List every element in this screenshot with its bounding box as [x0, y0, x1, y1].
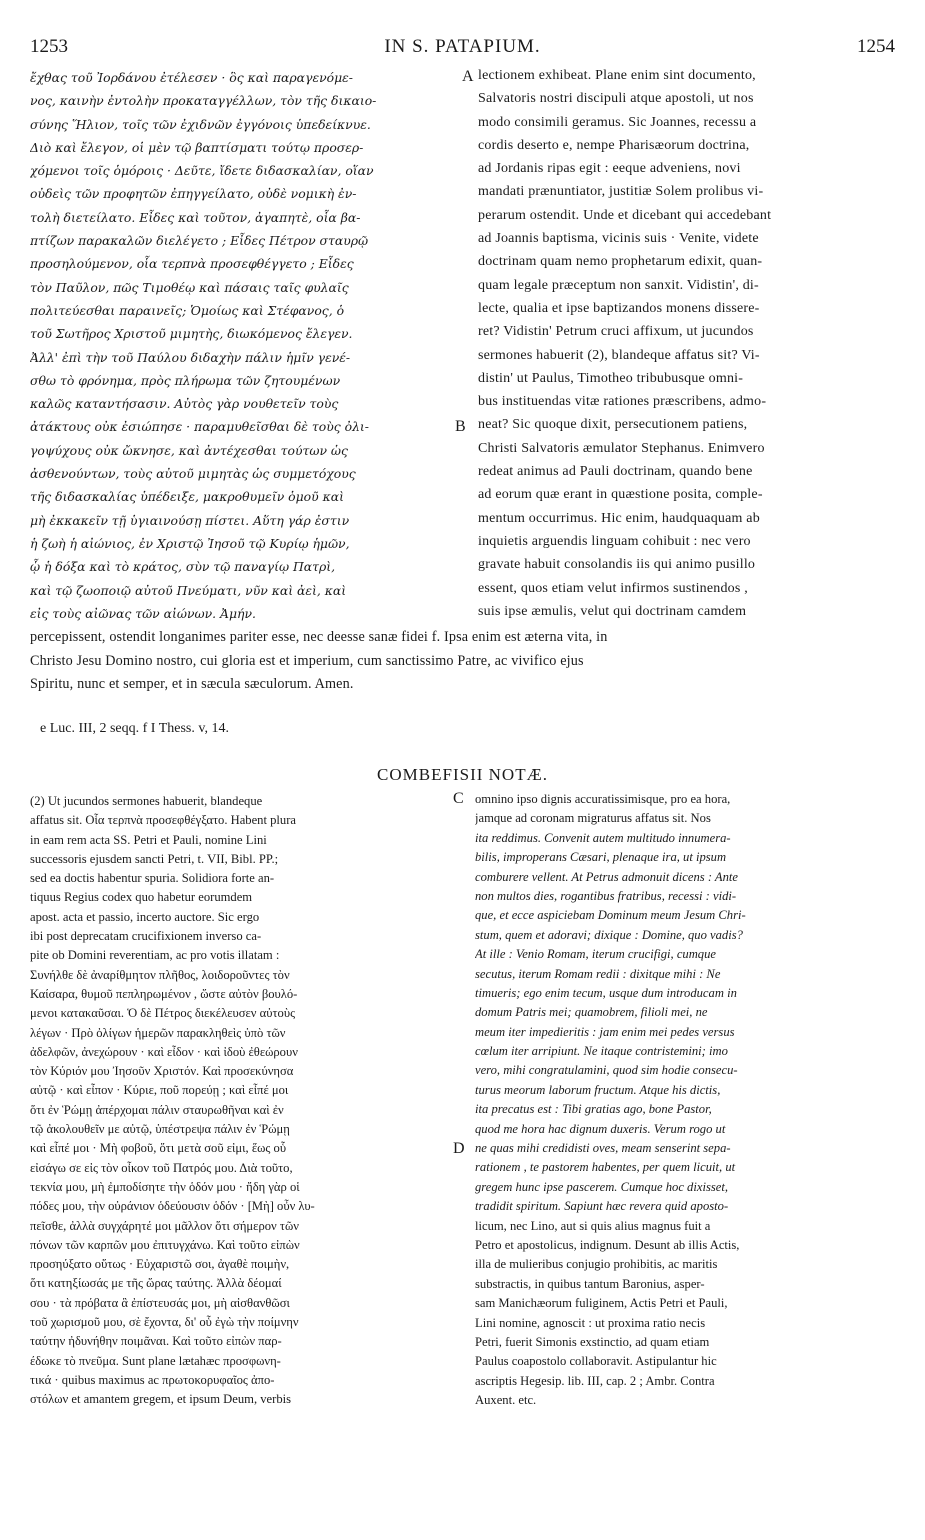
note-text-line: gregem hunc ipse pascerem. Cumque hoc dixisset,	[475, 1179, 728, 1194]
latin-text-line: essent, quos etiam velut infirmos sustinendos ,	[478, 580, 748, 596]
latin-text-line: Salvatoris nostri discipuli atque apostoli, ut nos	[478, 91, 754, 107]
greek-text-line: νος, καινὴν ἐντολὴν προκαταγγέλλων, τὸν τῆς δικαιο-	[30, 93, 377, 109]
note-text-line: jamque ad coronam migraturus affatus sit. Nos	[475, 811, 711, 826]
note-text-line: προσηύξατο οὕτως · Εὐχαριστῶ σοι, ἀγαθὲ ποιμὴν,	[30, 1257, 290, 1272]
margin-marker-c: C	[453, 790, 464, 807]
greek-text-line: προσηλούμενον, οἷα τερπνὰ προσεφθέγγετο ; Εἶδες	[30, 256, 354, 272]
latin-text-line: Christi Salvatoris æmulator Stephanus. Enimvero	[478, 440, 765, 456]
note-text-line: αὐτῷ · καὶ εἶπον · Κύριε, ποῦ πορεύῃ ; καὶ εἶπέ μοι	[30, 1083, 289, 1098]
latin-text-line: bus instituendas vitæ rationes præscribens, admo-	[478, 394, 767, 410]
note-text-line: cœlum iter arripiunt. Ne itaque contristemini; imo	[475, 1044, 728, 1059]
greek-text-line: καὶ τῷ ζωοποιῷ αὐτοῦ Πνεύματι, νῦν καὶ ἀεὶ, καὶ	[30, 582, 347, 598]
latin-text-line: gravate habuit consolandis iis qui animo pusillo	[478, 557, 756, 573]
latin-full-width-text	[30, 626, 898, 697]
greek-text-line: χόμενοι τοῖς ὁμόροις · Δεῦτε, ἴδετε διδασκαλίαν, οἵαν	[30, 163, 374, 179]
note-text-line: ὅτι κατηξίωσάς με τῆς ὥρας ταύτης. Ἀλλὰ δέομαί	[30, 1276, 282, 1291]
latin-text-line: modo consimili geramus. Sic Joannes, recessu a	[478, 114, 757, 130]
note-text-line: τοῦ χωρισμοῦ μου, σὲ ἔχοντα, δι' οὗ ἐγὼ τὴν ποίμνην	[30, 1315, 299, 1330]
note-text-line: omnino ipso dignis accuratissimisque, pro ea hora,	[475, 792, 731, 806]
greek-text-line: οὐδεὶς τῶν προφητῶν ἐπηγγείλατο, οὐδὲ νομικὴ ἐν-	[30, 186, 357, 202]
note-text-line: meum iter impedieritis : jam enim mei pedes versus	[475, 1024, 735, 1039]
greek-text-line: ἀτάκτους οὐκ ἐσιώπησε · παραμυθεῖσθαι δὲ τοὺς ὀλι-	[30, 419, 369, 435]
note-text-line: vero, mihi congratulamini, quod sim hodie consecu-	[475, 1063, 738, 1078]
greek-text-line: καλῶς καταντήσασιν. Αὐτὸς γὰρ νουθετεῖν τοὺς	[30, 396, 339, 412]
margin-marker-a: A	[462, 68, 474, 85]
latin-text-line: mentum occurrimus. Hic enim, haudquaquam ab	[478, 510, 760, 526]
note-text-line: στόλων et amantem gregem, et ipsum Deum, verbis	[30, 1392, 292, 1407]
greek-text-line: ἀσθενούντων, τοὺς αὐτοῦ μιμητὰς ὡς συμμετόχους	[30, 466, 356, 482]
note-text-line: que, et ecce aspiciebam Dominum meum Jesum Chri-	[475, 908, 746, 923]
note-text-line: έδωκε τὸ πνεῦμα. Sunt plane lætahæc προσφωνη-	[30, 1353, 281, 1368]
latin-text-line: quam legale præceptum non sanxit. Vidistin', di-	[478, 277, 759, 293]
note-text-line: τὸν Κύριόν μου Ἰησοῦν Χριστόν. Καὶ προσεκύνησα	[30, 1064, 294, 1079]
greek-text-line: τῆς διδασκαλίας ὑπέδειξε, μακροθυμεῖν ὁμοῦ καὶ	[30, 489, 344, 505]
latin-text-line: inquietis arguendis linguam cohibuit : nec vero	[478, 533, 751, 549]
note-text-line: Paulus coapostolo collaboravit. Astipulantur hic	[475, 1354, 717, 1369]
greek-text-line: μὴ ἐκκακεῖν τῇ ὑγιαινούσῃ πίστει. Αὕτη γάρ ἐστιν	[30, 512, 350, 528]
note-text-line: pite ob Domini reverentiam, ac pro votis illatam :	[30, 948, 280, 963]
note-text-line: ne quas mihi credidisti oves, meam senserint sepa-	[475, 1141, 731, 1156]
latin-text-line: cordis deserto e, nempe Pharisæorum doctrina,	[478, 137, 750, 153]
latin-full-line: Christo Jesu Domino nostro, cui gloria est et imperium, cum sanctissimo Patre, ac vivifico ejus	[30, 652, 584, 669]
latin-text-column	[478, 64, 896, 623]
note-text-line: sed ea doctis habentur spuria. Solidiora forte an-	[30, 871, 275, 886]
note-text-line: τῷ ἀκολουθεῖν με αὐτῷ, ὑπέστρεψα πάλιν ἐν Ῥώμῃ	[30, 1122, 290, 1137]
note-text-line: Petri, fuerit Simonis exstinctio, ad quam etiam	[475, 1334, 710, 1349]
note-text-line: At ille : Venio Romam, iterum crucifigi, cumque	[475, 947, 716, 962]
note-text-line: Petro et apostolicus, indignum. Desunt ab illis Actis,	[475, 1237, 740, 1252]
note-text-line: non multos dies, rogantibus fratribus, recessi : vidi-	[475, 888, 737, 903]
note-text-line: stum, quem et adoravi; dixique : Domine, quo vadis?	[475, 927, 743, 942]
note-text-line: ita reddimus. Convenit autem multitudo innumera-	[475, 830, 731, 845]
greek-text-line: γοψύχους οὐκ ὤκνησε, καὶ ἀντέχεσθαι τούτων ὡς	[30, 442, 348, 458]
section-title: COMBEFISII NOTÆ.	[377, 765, 548, 784]
note-text-line: ibi post deprecatam crucifixionem inverso ca-	[30, 929, 262, 944]
greek-text-line: πολιτεύεσθαι παραινεῖς; Ὁμοίως καὶ Στέφανος, ὁ	[30, 302, 345, 318]
note-text-line: illa de mulieribus conjugio prohibitis, ac maritis	[475, 1257, 718, 1272]
greek-text-line: ἔχθας τοῦ Ἰορδάνου ἐτέλεσεν · ὃς καὶ παραγενόμε-	[30, 70, 353, 85]
note-text-line: domum Patris mei; quamobrem, filioli mei, ne	[475, 1005, 708, 1020]
note-text-line: σου · τὰ πρόβατα ἃ ἐπίστευσάς μοι, μὴ αἰσθανθῶσι	[30, 1295, 290, 1310]
latin-text-line: redeat animus ad Pauli doctrinam, quando bene	[478, 464, 753, 480]
note-text-line: sam Manichæorum fuliginem, Actis Petri et Pauli,	[475, 1296, 728, 1311]
note-text-line: μενοι κατακαῦσαι. Ὁ δὲ Πέτρος διεκέλευσεν αὐτοὺς	[30, 1006, 296, 1021]
latin-text-line: ad Jordanis ripas egit : eeque adveniens, novi	[478, 161, 741, 177]
note-text-line: licum, nec Lino, aut si quis alius magnus fuit a	[475, 1218, 711, 1233]
greek-text-line: εἰς τοὺς αἰῶνας τῶν αἰώνων. Ἀμήν.	[30, 605, 256, 621]
latin-text-line: lectionem exhibeat. Plane enim sint documento,	[478, 68, 756, 83]
note-text-line: tradidit spiritum. Sapiunt hæc revera quid aposto-	[475, 1199, 729, 1214]
note-text-line: λέγων · Πρὸ ὀλίγων ἡμερῶν παρακληθεὶς ὑπὸ τῶν	[30, 1025, 286, 1040]
note-text-line: (2) Ut jucundos sermones habuerit, blandeque	[30, 794, 263, 808]
greek-text-line: τολὴ διετείλατο. Εἶδες καὶ τοῦτον, ἀγαπητὲ, οἷα βα-	[30, 209, 361, 225]
greek-text-line: πτίζων παρακαλῶν διελέγετο ; Εἶδες Πέτρον σταυρῷ	[30, 233, 369, 249]
note-text-line: substractis, in quibus tantum Baronius, asper-	[475, 1276, 705, 1291]
note-text-line: ita precatus est : Tibi gratias ago, bone Pastor,	[475, 1102, 712, 1117]
latin-text-line: sermones habuerit (2), blandeque affatus sit? Vi-	[478, 347, 760, 363]
note-text-line: εἰσάγω σε εἰς τὸν οἶκον τοῦ Πατρός μου. Διὰ τοῦτο,	[30, 1160, 293, 1175]
greek-text-column	[30, 66, 458, 625]
note-text-line: Καίσαρα, θυμοῦ πεπληρωμένον , ὥστε αὐτὸν βουλό-	[30, 986, 298, 1001]
latin-text-line: perarum ostendit. Unde et dicebant qui accedebant	[478, 207, 772, 223]
footnotes: e Luc. III, 2 seqq. f I Thess. v, 14.	[40, 721, 229, 736]
note-text-line: τικά · quibus maximus ac πρωτοκορυφαῖος ἀπο-	[30, 1372, 275, 1387]
greek-text-line: ἡ ζωὴ ἡ αἰώνιος, ἐν Χριστῷ Ἰησοῦ τῷ Κυρίῳ ἡμῶν,	[30, 535, 350, 551]
note-text-line: secutus, iterum Romam redii : dixitque mihi : Ne	[475, 966, 721, 981]
latin-full-line: Spiritu, nunc et semper, et in sæcula sæculorum. Amen.	[30, 676, 354, 692]
note-text-line: apost. acta et passio, incerto auctore. Sic ergo	[30, 909, 260, 924]
note-text-line: bilis, improperans Cæsari, plenaque ira, ut ipsum	[475, 850, 727, 865]
note-text-line: ἀδελφῶν, ἀνεχώρουν · καὶ εἶδον · καὶ ἰδοὺ ἐθεώρουν	[30, 1044, 298, 1059]
notes-right-column	[475, 790, 895, 1411]
note-text-line: successoris ejusdem sancti Petri, t. VII, Bibl. PP.;	[30, 851, 279, 866]
latin-text-line: suis ipse æmulis, velut qui doctrinam camdem	[478, 603, 747, 619]
running-title: IN S. PATAPIUM.	[384, 36, 541, 57]
latin-text-line: distin' ut Paulus, Timotheo tribubusque omni-	[478, 370, 744, 386]
note-text-line: ὅτι ἐν Ῥώμῃ ἀπέρχομαι πάλιν σταυρωθῆναι καὶ ἐν	[30, 1102, 284, 1117]
page-number-left: 1253	[30, 36, 68, 57]
note-text-line: affatus sit. Οἷα τερπνὰ προσεφθέγξατο. Habent plura	[30, 813, 297, 828]
note-text-line: τεκνία μου, μὴ ἐμποδίσητε τὴν ὁδόν μου · ἤδη γὰρ οἱ	[30, 1179, 300, 1194]
note-text-line: rationem , te pastorem habentes, per quem licuit, ut	[475, 1160, 736, 1175]
greek-text-line: σθω τὸ φρόνημα, πρὸς πλήρωμα τῶν ζητουμένων	[30, 372, 341, 388]
note-text-line: turus meorum laborum fructum. Atque his dictis,	[475, 1082, 721, 1097]
note-text-line: comburere vellent. At Petrus admonuit dicens : Ante	[475, 869, 739, 884]
note-text-line: quod me hora hac dignum duxeris. Verum rogo ut	[475, 1121, 726, 1136]
latin-text-line: ad eorum quæ erant in quæstione posita, comple-	[478, 487, 763, 503]
latin-text-line: neat? Sic quoque dixit, persecutionem patiens,	[478, 417, 748, 433]
latin-text-line: lecte, qualia et ipse baptizandos monens dissere-	[478, 300, 760, 316]
note-text-line: tiquus Regius codex quo habetur eorumdem	[30, 890, 253, 905]
note-text-line: Lini nomine, agnoscit : ut proxima ratio necis	[475, 1315, 706, 1330]
latin-text-line: ret? Vidistin' Petrum cruci affixum, ut jucundos	[478, 324, 754, 340]
note-text-line: πεῖσθε, ἀλλὰ συγχάρητέ μοι μᾶλλον ὅτι σήμερον τῶν	[30, 1218, 299, 1233]
greek-text-line: ᾧ ἡ δόξα καὶ τὸ κράτος, σὺν τῷ παναγίῳ Πατρὶ,	[30, 559, 336, 575]
greek-text-line: Ἀλλ' ἐπὶ τὴν τοῦ Παύλου διδαχὴν πάλιν ἡμῖν γενέ-	[30, 349, 351, 365]
note-text-line: πόδες μου, τὴν οὐράνιον ὁδεύουσιν ὁδόν · [Μὴ] οὖν λυ-	[30, 1199, 315, 1214]
latin-text-line: ad Joannis baptisma, vicinis suis · Venite, videte	[478, 231, 759, 247]
latin-full-line: percepissent, ostendit longanimes pariter esse, nec deesse sanæ fidei f. Ipsa enim est æterna vita, in	[30, 629, 608, 645]
latin-text-line: doctrinam quam nemo prophetarum edixit, quan-	[478, 254, 763, 270]
greek-text-line: σύνης Ἥλιον, τοῖς τῶν ἐχιδνῶν ἐγγόνοις ὑπεδείκνυε.	[30, 116, 371, 132]
greek-text-line: Διὸ καὶ ἔλεγον, οἱ μὲν τῷ βαπτίσματι τούτῳ προσερ-	[30, 139, 364, 155]
note-text-line: καὶ εἶπέ μοι · Μὴ φοβοῦ, ὅτι μετὰ σοῦ εἰμι, ἕως οὗ	[30, 1141, 287, 1156]
note-text-line: in eam rem acta SS. Petri et Pauli, nomine Lini	[30, 832, 267, 847]
running-header	[30, 36, 895, 60]
note-text-line: timueris; ego enim tecum, usque dum introducam in	[475, 985, 737, 1000]
greek-text-line: τὸν Παῦλον, πῶς Τιμοθέῳ καὶ πάσαις ταῖς φυλαῖς	[30, 279, 349, 295]
note-text-line: πόνων τῶν καρπῶν μου ἐπιτυγχάνω. Καὶ τοῦτο εἰπὼν	[30, 1237, 300, 1252]
note-text-line: ταύτην ἠδυνήθην ποιμᾶναι. Καὶ τοῦτο εἰπὼν παρ-	[30, 1334, 282, 1349]
note-text-line: Συνήλθε δὲ ἀναρίθμητον πλῆθος, λοιδοροῦντες τὸν	[30, 967, 290, 982]
page-number-right: 1254	[857, 36, 895, 57]
margin-marker-b: B	[455, 418, 466, 435]
note-text-line: Auxent. etc.	[475, 1393, 537, 1408]
notes-left-column	[30, 792, 448, 1410]
latin-text-line: mandati prænuntiator, justitiæ Solem prolibus vi-	[478, 184, 764, 200]
note-text-line: ascriptis Hegesip. lib. III, cap. 2 ; Ambr. Contra	[475, 1373, 715, 1388]
greek-text-line: τοῦ Σωτῆρος Χριστοῦ μιμητὴς, διωκόμενος ἔλεγεν.	[30, 326, 353, 342]
margin-marker-d: D	[453, 1140, 465, 1157]
